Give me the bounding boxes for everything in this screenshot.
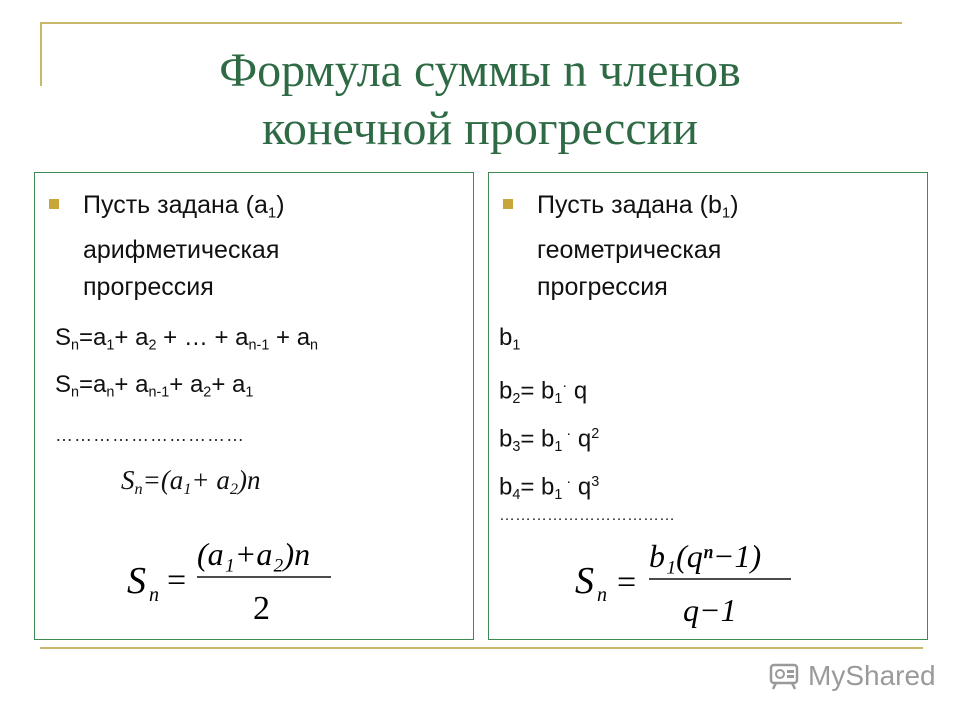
bullet-icon [49, 199, 59, 209]
ellipsis-line: ………………………… [55, 425, 245, 445]
fraction-S-sub: n [149, 584, 159, 606]
arithmetic-panel [34, 172, 474, 640]
geometric-row-b2: $b_2= b_1^\cdot$ q [499, 377, 588, 407]
projector-icon [768, 661, 802, 691]
fraction-equals: = [617, 564, 637, 601]
intro-text: Пусть задана (a [83, 191, 268, 219]
intro-line-3: прогрессия [83, 272, 214, 301]
geometric-row-b4: $b_4= b_1$ · $q^3$ [499, 473, 600, 503]
bullet-icon [503, 199, 513, 209]
intro-text: Пусть задана (b [537, 191, 722, 219]
geometric-row-b1: $b_1$ [499, 324, 521, 354]
arithmetic-sum-fraction [125, 531, 335, 627]
fraction-S: S [127, 560, 146, 602]
arithmetic-intro [49, 187, 459, 306]
intro-paren: ) [730, 191, 739, 219]
intro-line-3: прогрессия [537, 272, 668, 301]
intro-paren: ) [276, 191, 285, 219]
intro-subscript: 1 [721, 204, 731, 222]
fraction-numerator: b₁(qⁿ−1) [649, 538, 762, 574]
title-line-1: Формула суммы n членов [219, 44, 741, 97]
geometric-sum-fraction [573, 535, 803, 631]
fraction-S-sub: n [597, 584, 607, 606]
ellipsis-line: …………………………… [499, 507, 675, 524]
fraction-S: S [575, 560, 594, 602]
geometric-intro [503, 187, 913, 306]
geometric-row-b3: $b_3= b_1$ · $q^2$ [499, 425, 600, 455]
geometric-panel [488, 172, 928, 640]
slide-title [0, 42, 960, 158]
fraction-equals: = [167, 562, 187, 599]
fraction-denominator: q−1 [683, 592, 737, 628]
frame-top-line [40, 22, 902, 24]
fraction-denominator: 2 [253, 590, 270, 627]
fraction-numerator: (a₁+a₂)n [197, 536, 311, 572]
sum-product-formula: $S_n=(a_1+ a_2)n$ [121, 465, 261, 498]
frame-bottom-line [40, 647, 923, 649]
sum-equation-forward: $S_n=a_1+ a_2$ + … + $a_{n-1} + a_n$ [55, 324, 319, 354]
intro-line-2: геометрическая [537, 235, 722, 264]
intro-line-2: арифметическая [83, 235, 280, 264]
title-line-2: конечной прогрессии [261, 102, 699, 155]
sum-equation-reverse: $S_n=a_n+ a_{n-1}+ a_2+ a_1$ [55, 371, 254, 401]
watermark-logo [768, 658, 936, 694]
watermark-text: MyShared [808, 660, 936, 691]
intro-subscript: 1 [267, 204, 277, 222]
